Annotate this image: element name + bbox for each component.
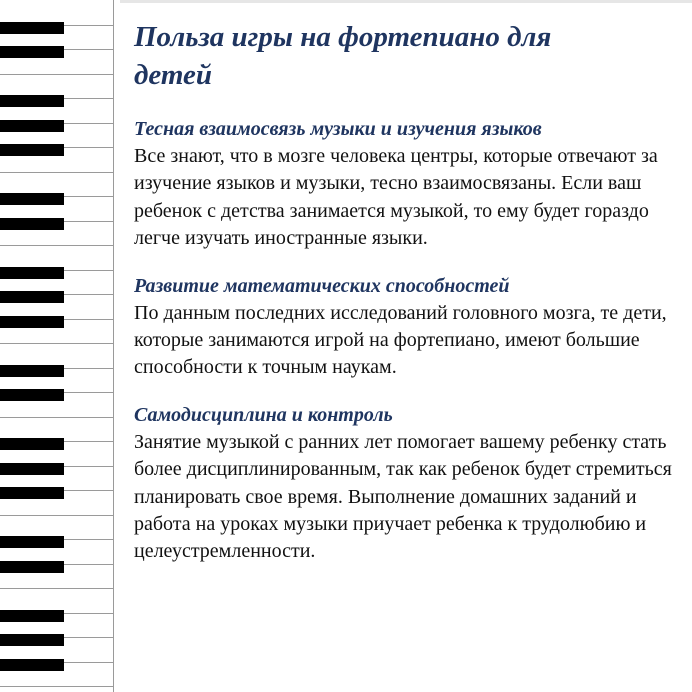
article [134, 18, 679, 586]
piano-keyboard-decoration [0, 0, 114, 692]
black-key [0, 291, 64, 303]
black-key [0, 218, 64, 230]
section-discipline [134, 402, 679, 566]
section-languages [134, 116, 679, 253]
black-key [0, 389, 64, 401]
section-math [134, 273, 679, 382]
section-heading: Самодисциплина и контроль [134, 403, 393, 426]
black-key [0, 463, 64, 475]
black-key [0, 144, 64, 156]
black-key [0, 438, 64, 450]
section-heading: Развитие математических способностей [134, 274, 510, 297]
black-key [0, 487, 64, 499]
black-key [0, 267, 64, 279]
black-key [0, 610, 64, 622]
page-title: Польза игры на фортепиано для детей [134, 21, 552, 91]
black-key [0, 316, 64, 328]
section-heading: Тесная взаимосвязь музыки и изучения языков [134, 118, 542, 140]
top-border-line [120, 0, 692, 3]
black-key [0, 365, 64, 377]
section-body: Занятие музыкой с ранних лет помогает вашему ребенку стать более дисциплинированным, так как ребенок будет стремиться планировать свое время. Выполнение домашних заданий и работа на уроках музыки приучает ребенка к трудолюбию и целеустремленности. [134, 430, 672, 563]
black-key [0, 634, 64, 646]
black-key [0, 193, 64, 205]
section-body: Все знают, что в мозге человека центры, которые отвечают за изучение языков и музыки, тесно взаимосвязаны. Если ваш ребенок с детства занимается музыкой, то ему будет гораздо легче изучать иностранные языки. [134, 145, 658, 250]
black-key [0, 22, 64, 34]
piano-keys-graphic [0, 0, 113, 692]
black-key [0, 561, 64, 573]
black-key [0, 536, 64, 548]
black-key [0, 120, 64, 132]
black-key [0, 46, 64, 58]
black-key [0, 95, 64, 107]
section-body: По данным последних исследований головного мозга, те дети, которые занимаются игрой на фортепиано, имеют большие способности к точным наукам. [134, 301, 667, 379]
black-key [0, 659, 64, 671]
